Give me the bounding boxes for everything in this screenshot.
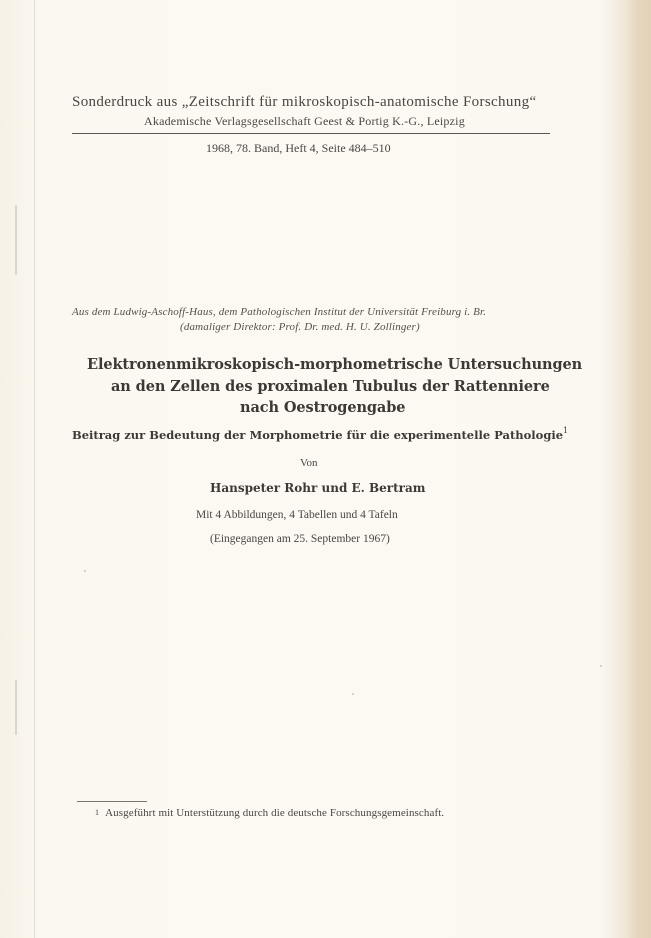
- right-edge-shadow: [627, 0, 651, 938]
- affiliation-line-1: Aus dem Ludwig-Aschoff-Haus, dem Pathologischen Institut der Universität Freiburg i. Br.: [72, 306, 487, 318]
- byline-von: Von: [300, 457, 318, 469]
- subtitle-text: Beitrag zur Bedeutung der Morphometrie für die experimentelle Pathologie: [72, 428, 564, 442]
- footnote-text: Ausgeführt mit Unterstützung durch die deutsche Forschungsgemeinschaft.: [105, 807, 445, 819]
- footnote-rule: [77, 801, 147, 802]
- received-date: (Eingegangen am 25. September 1967): [210, 533, 390, 545]
- subtitle: [72, 428, 568, 442]
- footnote-reference: 1: [563, 426, 569, 435]
- affiliation-line-2: (damaliger Direktor: Prof. Dr. med. H. U. Zollinger): [180, 321, 420, 333]
- offprint-line: Sonderdruck aus „Zeitschrift für mikroskopisch-anatomische Forschung“: [72, 94, 537, 110]
- paper-speck: [600, 665, 602, 667]
- contents-note: Mit 4 Abbildungen, 4 Tabellen und 4 Tafeln: [196, 509, 398, 521]
- header-rule: [72, 133, 550, 134]
- authors: Hanspeter Rohr und E. Bertram: [210, 481, 426, 495]
- left-crease-line: [34, 0, 35, 938]
- binding-mark-bottom: [15, 680, 17, 735]
- binding-mark-top: [15, 205, 17, 275]
- citation-line: 1968, 78. Band, Heft 4, Seite 484–510: [206, 141, 391, 155]
- title-line-3: nach Oestrogengabe: [240, 399, 406, 416]
- publisher-line: Akademische Verlagsgesellschaft Geest & Portig K.-G., Leipzig: [144, 114, 465, 128]
- footnote-1: [95, 807, 444, 819]
- title-line-1: Elektronenmikroskopisch-morphometrische Untersuchungen: [87, 356, 583, 373]
- paper-speck: [352, 693, 354, 695]
- footnote-mark: 1: [95, 808, 100, 817]
- title-line-2: an den Zellen des proximalen Tubulus der Rattenniere: [111, 378, 550, 395]
- paper-speck: [84, 570, 86, 572]
